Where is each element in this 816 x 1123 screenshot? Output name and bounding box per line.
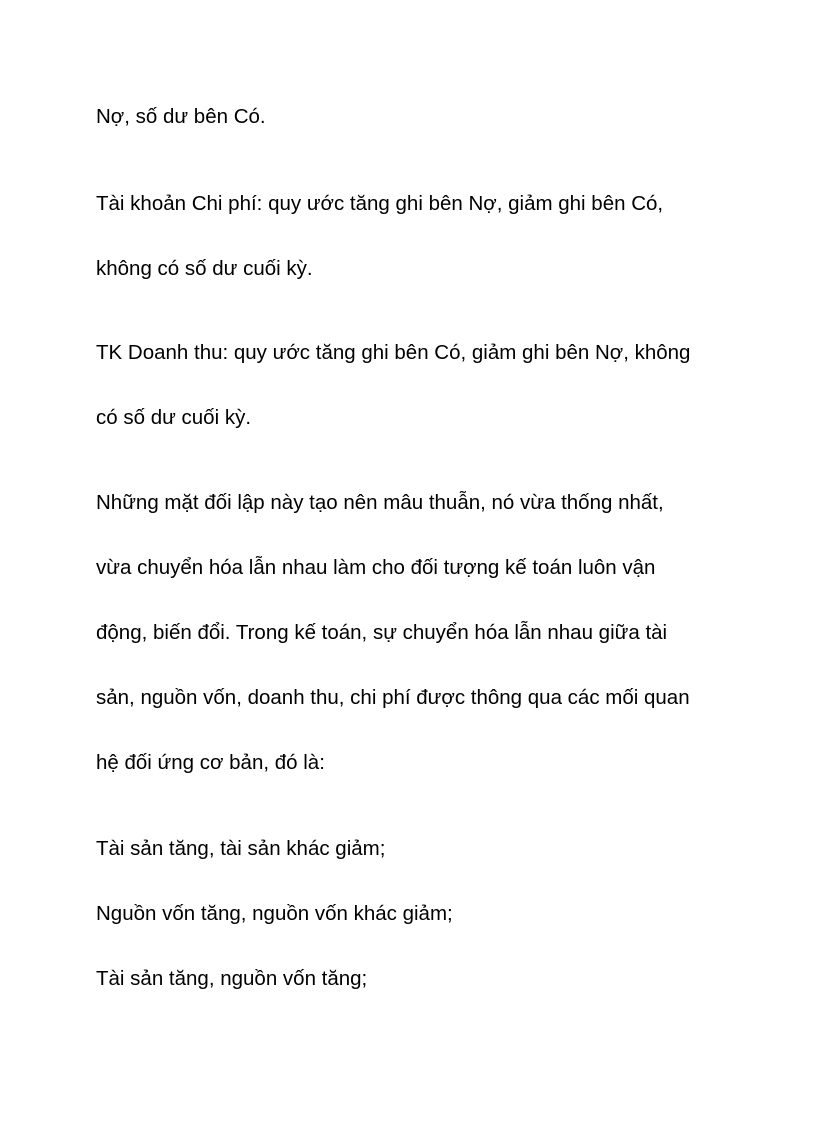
- text-line: Nguồn vốn tăng, nguồn vốn khác giảm;: [96, 902, 453, 925]
- text-line: sản, nguồn vốn, doanh thu, chi phí được thông qua các mối quan: [96, 686, 690, 709]
- text-line: hệ đối ứng cơ bản, đó là:: [96, 751, 325, 774]
- text-line: Nợ, số dư bên Có.: [96, 105, 266, 128]
- text-line: Tài khoản Chi phí: quy ước tăng ghi bên Nợ, giảm ghi bên Có,: [96, 192, 664, 215]
- text-line: vừa chuyển hóa lẫn nhau làm cho đối tượng kế toán luôn vận: [96, 556, 656, 579]
- text-line: Những mặt đối lập này tạo nên mâu thuẫn, nó vừa thống nhất,: [96, 491, 664, 514]
- text-line: không có số dư cuối kỳ.: [96, 257, 313, 280]
- text-line: có số dư cuối kỳ.: [96, 406, 252, 429]
- text-line: động, biến đổi. Trong kế toán, sự chuyển hóa lẫn nhau giữa tài: [96, 621, 668, 644]
- text-line: Tài sản tăng, tài sản khác giảm;: [96, 837, 386, 860]
- text-line: TK Doanh thu: quy ước tăng ghi bên Có, giảm ghi bên Nợ, không: [96, 341, 691, 364]
- text-line: Tài sản tăng, nguồn vốn tăng;: [96, 967, 368, 990]
